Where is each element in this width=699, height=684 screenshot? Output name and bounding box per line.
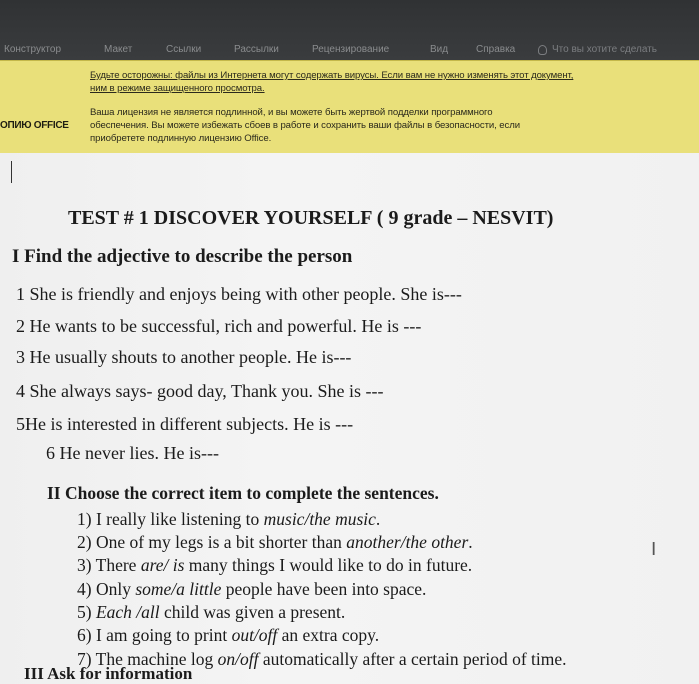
choice-item (77, 579, 426, 600)
choice-text: child was given a present. (159, 602, 346, 622)
choice-text: people have been into space. (221, 579, 427, 599)
choice-text: many things I would like to do in future. (184, 555, 473, 575)
document-title: TEST # 1 DISCOVER YOURSELF ( 9 grade – NESVIT) (68, 207, 554, 229)
ribbon-tabs (0, 44, 699, 60)
choice-options: some/a little (135, 579, 222, 599)
section-1-heading: I Find the adjective to describe the person (12, 246, 353, 267)
protected-view-bar (0, 60, 699, 155)
choice-item (77, 555, 472, 576)
warning-line: обеспечения. Вы можете избежать сбоев в работе и сохранить ваши файлы в безопасности, если (90, 120, 520, 131)
choice-options: out/off (231, 625, 278, 645)
choice-text: 5) (77, 602, 96, 622)
choice-item (77, 532, 473, 553)
warning-line: ним в режиме защищенного просмотра. (90, 83, 265, 94)
ribbon (0, 0, 699, 60)
adjective-question: 3 He usually shouts to another people. He is--- (16, 347, 352, 367)
choice-item (77, 509, 380, 530)
tab-mailings[interactable]: Рассылки (234, 44, 279, 55)
choice-text: . (375, 509, 381, 529)
adjective-question: 2 He wants to be successful, rich and powerful. He is --- (16, 316, 422, 336)
choice-options: Each /all (95, 602, 160, 622)
tab-view[interactable]: Вид (430, 44, 449, 55)
choice-text: 3) There (77, 555, 141, 575)
choice-options: music/the music (263, 509, 376, 529)
warning-line: Будьте осторожны: файлы из Интернета могут содержать вирусы. Если вам не нужно изменять этот документ, (90, 70, 574, 81)
section-3-heading: III Ask for information (24, 664, 193, 683)
document-page[interactable] (0, 153, 699, 684)
choice-text: 2) One of my legs is a bit shorter than (77, 532, 347, 552)
text-cursor (11, 161, 12, 183)
choice-options: on/off (217, 649, 259, 669)
lightbulb-icon (538, 45, 547, 55)
tell-me-search[interactable] (552, 44, 657, 55)
choice-text: . (468, 532, 473, 552)
protected-view-label: ОПИЮ OFFICE (0, 120, 69, 131)
license-warning-message (90, 106, 520, 145)
choice-item (77, 602, 345, 623)
choice-text: 1) I really like listening to (77, 509, 264, 529)
choice-text: 7) The machine log (77, 649, 218, 669)
choice-text: an extra copy. (277, 625, 380, 645)
tab-help[interactable]: Справка (476, 44, 516, 55)
adjective-question: 1 She is friendly and enjoys being with other people. She is--- (16, 284, 462, 304)
tab-layout[interactable]: Макет (104, 44, 133, 55)
tab-design[interactable]: Конструктор (4, 44, 62, 55)
choice-text: 4) Only (77, 579, 136, 599)
choice-text: 6) I am going to print (77, 625, 232, 645)
ibeam-cursor-icon: I (651, 539, 657, 560)
choice-options: are/ is (140, 555, 185, 575)
warning-line: приобретете подлинную лицензию Office. (90, 133, 272, 144)
internet-warning-message (90, 69, 573, 95)
adjective-question: 4 She always says- good day, Thank you. She is --- (16, 381, 384, 401)
choice-options: another/the other (346, 532, 469, 552)
section-2-heading: II Choose the correct item to complete the sentences. (47, 483, 439, 503)
tab-review[interactable]: Рецензирование (312, 44, 390, 55)
tab-references[interactable]: Ссылки (166, 44, 202, 55)
tell-me-text: Что вы хотите сделать (552, 44, 657, 55)
adjective-question: 5He is interested in different subjects. He is --- (16, 414, 354, 434)
choice-item (77, 625, 379, 646)
choice-text: automatically after a certain period of time. (258, 649, 567, 669)
warning-line: Ваша лицензия не является подлинной, и вы можете быть жертвой подделки программного (90, 107, 493, 118)
adjective-question: 6 He never lies. He is--- (46, 443, 219, 463)
